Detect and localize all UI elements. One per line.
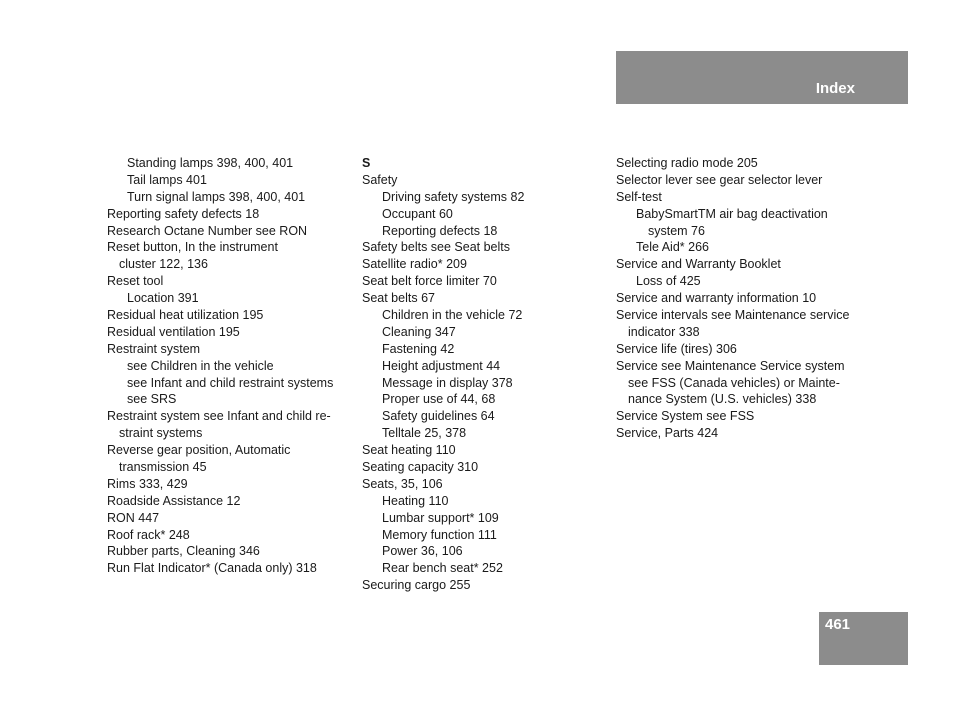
index-entry: see Infant and child restraint systems: [127, 375, 334, 390]
index-entry: Roadside Assistance 12: [107, 493, 241, 508]
index-entry: Reporting safety defects 18: [107, 206, 260, 221]
index-entry: Service System see FSS: [616, 409, 755, 424]
index-entry: Rear bench seat* 252: [382, 561, 503, 576]
index-entry: Run Flat Indicator* (Canada only) 318: [107, 561, 317, 576]
index-entry: Safety: [362, 172, 398, 187]
index-entry: Selecting radio mode 205: [616, 156, 758, 170]
index-entry: Service, Parts 424: [616, 426, 719, 441]
section-title: Index: [815, 80, 855, 97]
index-entry: Height adjustment 44: [382, 358, 501, 373]
index-entry: Service and warranty information 10: [616, 291, 817, 306]
index-entry: Location 391: [127, 291, 199, 306]
index-entry: Driving safety systems 82: [382, 189, 525, 204]
index-entry: Reset tool: [107, 274, 164, 289]
index-entry: see SRS: [127, 392, 177, 407]
index-entry: Seating capacity 310: [362, 460, 479, 475]
index-column-3: [616, 155, 866, 442]
index-entry: Seat belt force limiter 70: [362, 274, 497, 289]
index-entry: system 76: [648, 223, 705, 238]
index-entry: Lumbar support* 109: [382, 510, 499, 525]
index-entry: Loss of 425: [636, 274, 701, 289]
index-entry: RON 447: [107, 510, 160, 525]
index-entry: Reverse gear position, Automatic: [107, 443, 291, 458]
index-entry: Service and Warranty Booklet: [616, 257, 781, 272]
index-entry: Reset button, In the instrument: [107, 240, 278, 255]
index-entry: Heating 110: [382, 493, 449, 508]
index-entry: Telltale 25, 378: [382, 426, 467, 441]
index-entry: see FSS (Canada vehicles) or Mainte-: [628, 375, 840, 390]
page-number-tab: [819, 612, 908, 665]
index-entry: Seat heating 110: [362, 443, 456, 458]
index-entry: Message in display 378: [382, 375, 513, 390]
index-entry: Service intervals see Maintenance service: [616, 308, 850, 323]
index-entry: Turn signal lamps 398, 400, 401: [127, 189, 306, 204]
index-entry: Securing cargo 255: [362, 578, 471, 593]
index-entry: Seat belts 67: [362, 291, 435, 306]
index-entry: Satellite radio* 209: [362, 257, 467, 272]
index-entry: BabySmartTM air bag deactivation: [636, 206, 828, 221]
index-entry: Cleaning 347: [382, 324, 456, 339]
index-entry: Rubber parts, Cleaning 346: [107, 544, 260, 559]
index-entry: Power 36, 106: [382, 544, 463, 559]
index-entry: Research Octane Number see RON: [107, 223, 308, 238]
index-entry: transmission 45: [119, 460, 207, 475]
index-entry: indicator 338: [628, 324, 700, 339]
index-column-2: [362, 155, 607, 594]
index-column-1: [107, 155, 352, 577]
index-entry: see Children in the vehicle: [127, 358, 274, 373]
index-entry: Rims 333, 429: [107, 476, 188, 491]
index-entry: Self-test: [616, 189, 662, 204]
index-letter-heading: S: [362, 156, 371, 170]
index-entry: Memory function 111: [382, 527, 497, 542]
index-entry: Occupant 60: [382, 206, 453, 221]
index-entry: Residual ventilation 195: [107, 324, 240, 339]
index-entry: Children in the vehicle 72: [382, 308, 523, 323]
index-entry: Restraint system: [107, 341, 201, 356]
index-entry: cluster 122, 136: [119, 257, 208, 272]
index-entry: Tele Aid* 266: [636, 240, 709, 255]
index-entry: Service life (tires) 306: [616, 341, 737, 356]
page-number: 461: [825, 616, 851, 633]
index-entry: Reporting defects 18: [382, 223, 498, 238]
index-entry: Tail lamps 401: [127, 172, 207, 187]
index-entry: Selector lever see gear selector lever: [616, 172, 823, 187]
index-entry: nance System (U.S. vehicles) 338: [628, 392, 817, 407]
index-entry: Standing lamps 398, 400, 401: [127, 156, 294, 170]
index-entry: Safety belts see Seat belts: [362, 240, 511, 255]
section-header-tab: [616, 51, 908, 104]
index-entry: straint systems: [119, 426, 203, 441]
index-entry: Safety guidelines 64: [382, 409, 495, 424]
index-entry: Proper use of 44, 68: [382, 392, 496, 407]
index-entry: Service see Maintenance Service system: [616, 358, 845, 373]
index-entry: Restraint system see Infant and child re-: [107, 409, 331, 424]
index-entry: Seats, 35, 106: [362, 476, 443, 491]
index-entry: Residual heat utilization 195: [107, 308, 264, 323]
index-entry: Roof rack* 248: [107, 527, 190, 542]
index-entry: Fastening 42: [382, 341, 455, 356]
